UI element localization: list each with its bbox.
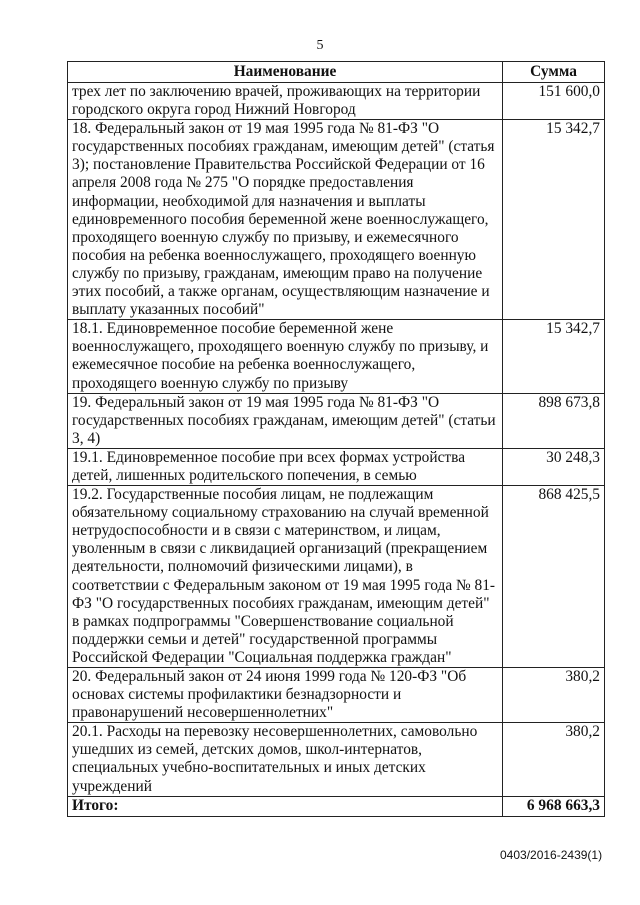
table-row (68, 486, 605, 668)
row-name: 19.1. Единовременное пособие при всех формах устройства детей, лишенных родительского попечения, в семью (68, 448, 503, 485)
row-sum: 380,2 (503, 668, 605, 723)
row-name: 19.2. Государственные пособия лицам, не подлежащим обязательному социальному страхованию на случай временной нетрудоспособности и в связи с материнством, и лицам, уволенным в связи с ликвидацией организаций (прекращением деятельности, полномочий физическими лицами), в соответствии с Федеральным законом от 19 мая 1995 года № 81-ФЗ "О государственных пособиях гражданам, имеющим детей" в рамках подпрограммы "Совершенствование социальной поддержки семьи и детей" государственной программы Российской Федерации "Социальная поддержка граждан" (68, 486, 503, 668)
table-row (68, 83, 605, 120)
row-sum: 898 673,8 (503, 393, 605, 448)
table-row (68, 320, 605, 393)
total-label: Итого: (68, 796, 503, 816)
row-sum: 30 248,3 (503, 448, 605, 485)
row-sum: 151 600,0 (503, 83, 605, 120)
table-header (68, 62, 605, 83)
table-row (68, 448, 605, 485)
row-sum: 15 342,7 (503, 120, 605, 320)
row-sum: 868 425,5 (503, 486, 605, 668)
row-name: 20.1. Расходы на перевозку несовершеннолетних, самовольно ушедших из семей, детских домов, школ-интернатов, специальных учебно-воспитательных и иных детских учреждений (68, 723, 503, 796)
document-code: 0403/2016-2439(1) (500, 848, 603, 862)
table-row (68, 668, 605, 723)
row-sum: 380,2 (503, 723, 605, 796)
total-row (68, 796, 605, 816)
header-sum: Сумма (503, 62, 605, 83)
row-name: трех лет по заключению врачей, проживающих на территории городского округа город Нижний Новгород (68, 83, 503, 120)
row-name: 18.1. Единовременное пособие беременной жене военнослужащего, проходящего военную службу по призыву, и ежемесячное пособие на ребенка военнослужащего, проходящего военную службу по призыву (68, 320, 503, 393)
table-row (68, 723, 605, 796)
row-name: 19. Федеральный закон от 19 мая 1995 года № 81-ФЗ "О государственных пособиях гражданам, имеющим детей" (статьи 3, 4) (68, 393, 503, 448)
row-sum: 15 342,7 (503, 320, 605, 393)
row-name: 20. Федеральный закон от 24 июня 1999 года № 120-ФЗ "Об основах системы профилактики безнадзорности и правонарушений несовершеннолетних" (68, 668, 503, 723)
header-row (68, 62, 605, 83)
header-name: Наименование (68, 62, 503, 83)
page-number: 5 (316, 38, 324, 53)
budget-table (67, 61, 605, 817)
table-row (68, 393, 605, 448)
total-sum: 6 968 663,3 (503, 796, 605, 816)
table-body (68, 83, 605, 817)
row-name: 18. Федеральный закон от 19 мая 1995 года № 81-ФЗ "О государственных пособиях гражданам, имеющим детей" (статья 3); постановление Правительства Российской Федерации от 16 апреля 2008 года № 275 "О порядке предоставления информации, необходимой для назначения и выплаты единовременного пособия беременной жене военнослужащего, проходящего военную службу по призыву, и ежемесячного пособия на ребенка военнослужащего, проходящего военную службу по призыву, гражданам, имеющим право на получение этих пособий, а также органам, осуществляющим назначение и выплату указанных пособий" (68, 120, 503, 320)
table-row (68, 120, 605, 320)
